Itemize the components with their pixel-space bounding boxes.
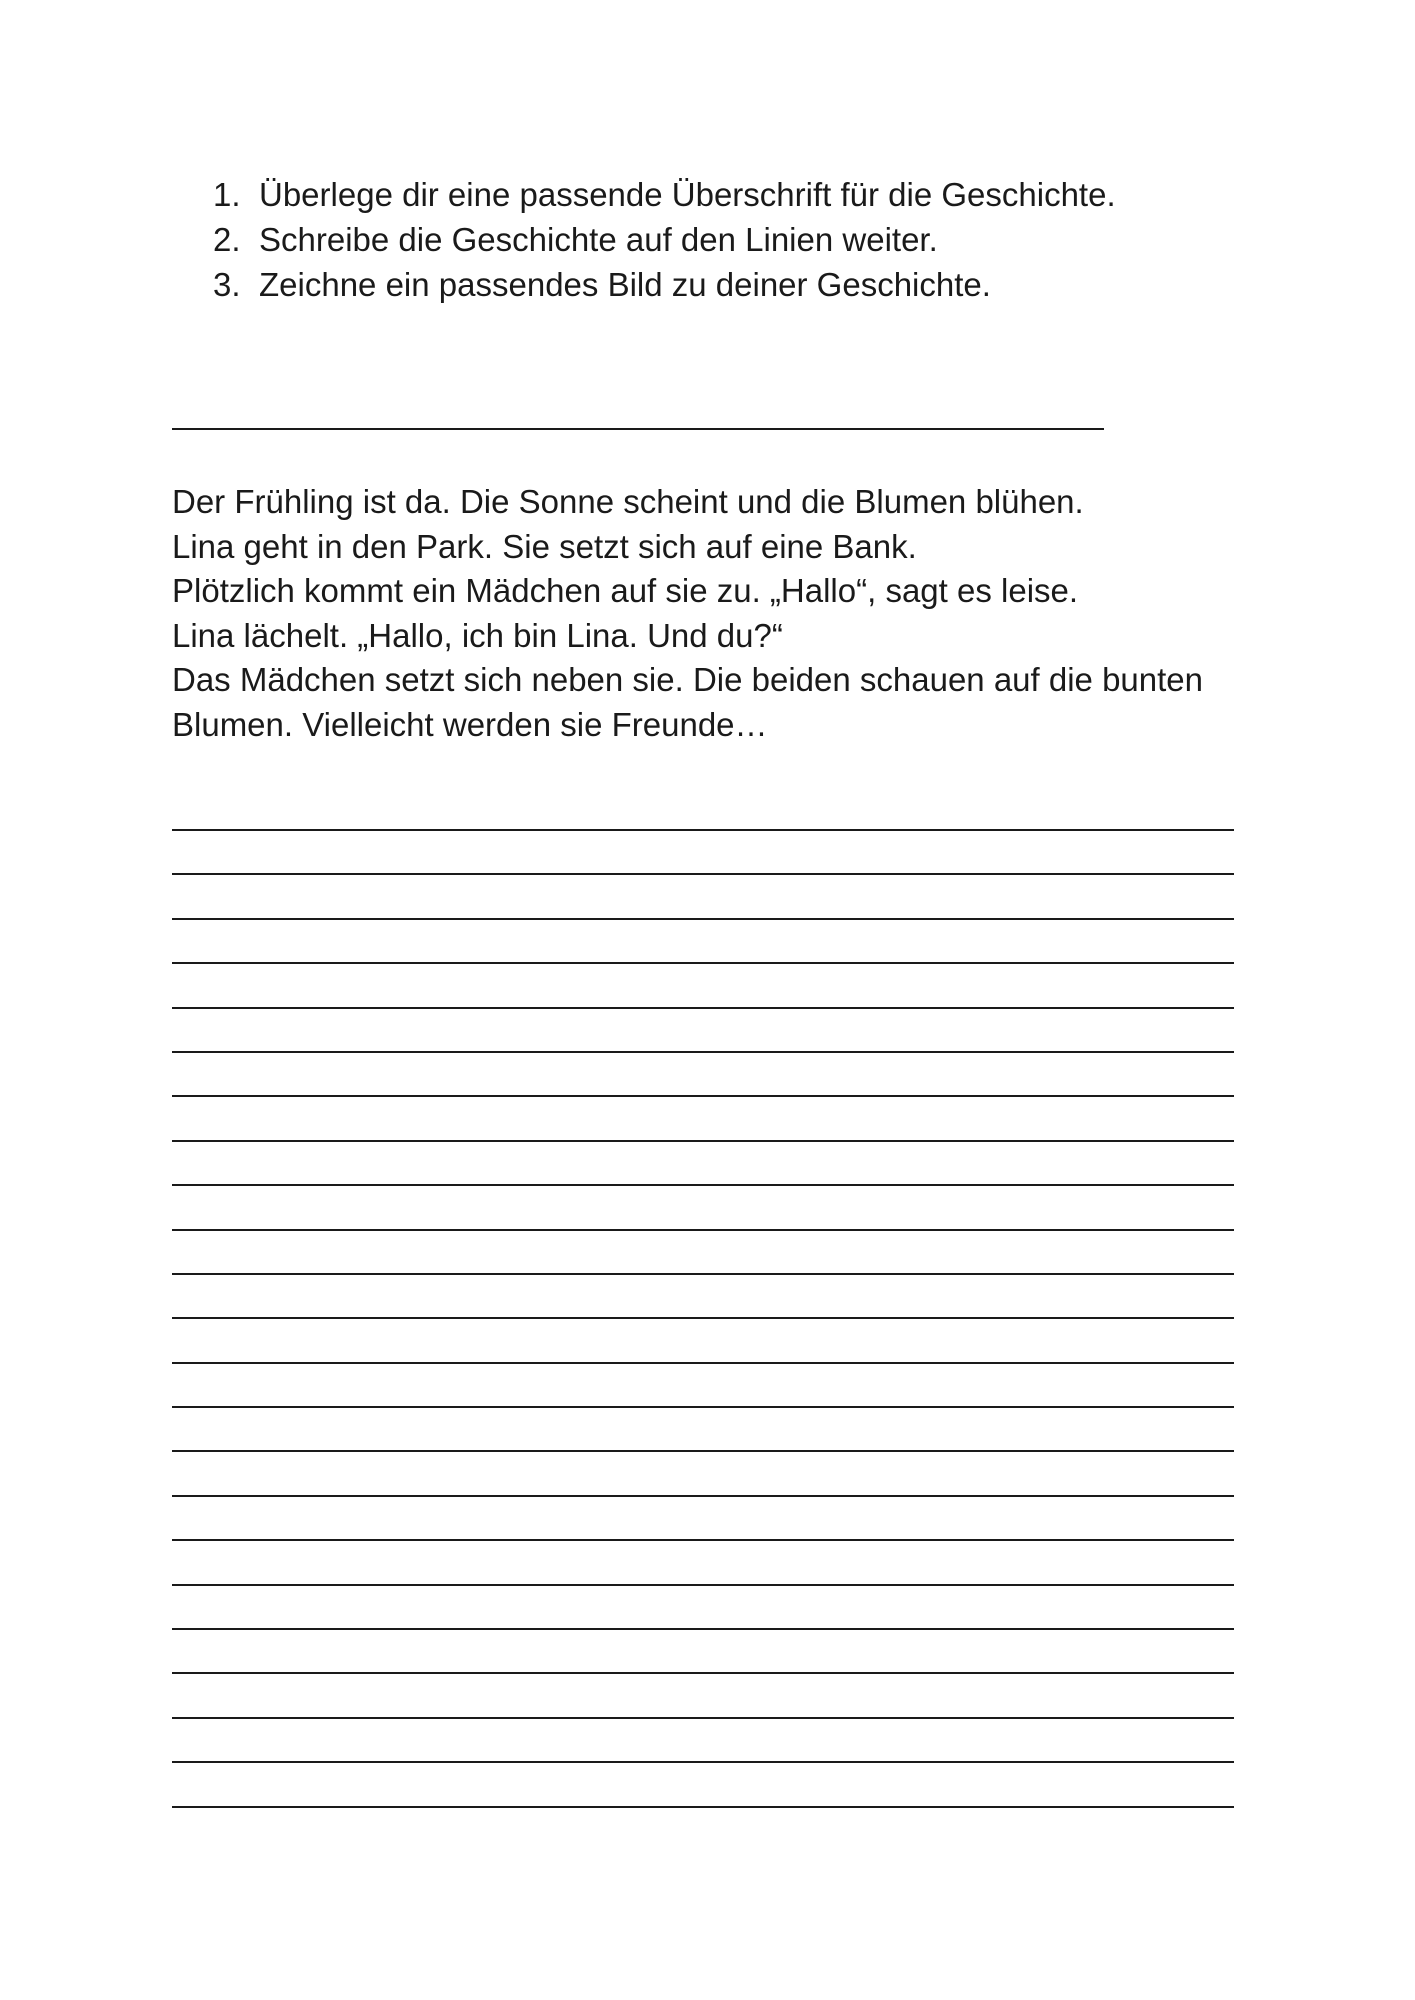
writing-line[interactable] — [172, 1051, 1234, 1095]
writing-line[interactable] — [172, 1717, 1234, 1761]
instruction-item — [213, 262, 1116, 307]
instruction-item — [213, 217, 1116, 262]
writing-line[interactable] — [172, 1273, 1234, 1317]
writing-line[interactable] — [172, 1095, 1234, 1139]
writing-line[interactable] — [172, 1628, 1234, 1672]
instruction-text: Schreibe die Geschichte auf den Linien weiter. — [259, 221, 938, 258]
instruction-item — [213, 172, 1116, 217]
writing-line[interactable] — [172, 1362, 1234, 1406]
writing-line[interactable] — [172, 1495, 1234, 1539]
writing-line[interactable] — [172, 962, 1234, 1006]
writing-line[interactable] — [172, 1229, 1234, 1273]
writing-line[interactable] — [172, 1761, 1234, 1805]
story-line: Lina geht in den Park. Sie setzt sich auf eine Bank. — [172, 527, 917, 565]
writing-line[interactable] — [172, 873, 1234, 917]
writing-line[interactable] — [172, 1007, 1234, 1051]
instruction-number: 2. — [213, 221, 241, 258]
story-line: Plötzlich kommt ein Mädchen auf sie zu. „Hallo“, sagt es leise. — [172, 572, 1079, 609]
story-line: Blumen. Vielleicht werden sie Freunde… — [172, 705, 768, 743]
title-writing-line[interactable] — [172, 428, 1104, 430]
instruction-text: Zeichne ein passendes Bild zu deiner Geschichte. — [259, 266, 991, 303]
instruction-list — [213, 172, 1116, 307]
writing-line[interactable] — [172, 918, 1234, 962]
instruction-number: 1. — [213, 176, 241, 213]
instruction-number: 3. — [213, 266, 241, 303]
writing-line[interactable] — [172, 1672, 1234, 1716]
story-line: Lina lächelt. „Hallo, ich bin Lina. Und du?“ — [172, 616, 783, 654]
story-line: Der Frühling ist da. Die Sonne scheint und die Blumen blühen. — [172, 483, 1084, 520]
writing-line[interactable] — [172, 1450, 1234, 1494]
writing-line[interactable] — [172, 1406, 1234, 1450]
writing-lines-area — [172, 829, 1234, 1850]
instruction-text: Überlege dir eine passende Überschrift für die Geschichte. — [259, 176, 1116, 213]
story-line: Das Mädchen setzt sich neben sie. Die beiden schauen auf die bunten — [172, 661, 1204, 698]
writing-line[interactable] — [172, 1806, 1234, 1850]
writing-line[interactable] — [172, 1584, 1234, 1628]
writing-line[interactable] — [172, 1184, 1234, 1228]
writing-line[interactable] — [172, 1140, 1234, 1184]
writing-line[interactable] — [172, 829, 1234, 873]
story-text — [172, 480, 1262, 747]
writing-line[interactable] — [172, 1317, 1234, 1361]
writing-line[interactable] — [172, 1539, 1234, 1583]
